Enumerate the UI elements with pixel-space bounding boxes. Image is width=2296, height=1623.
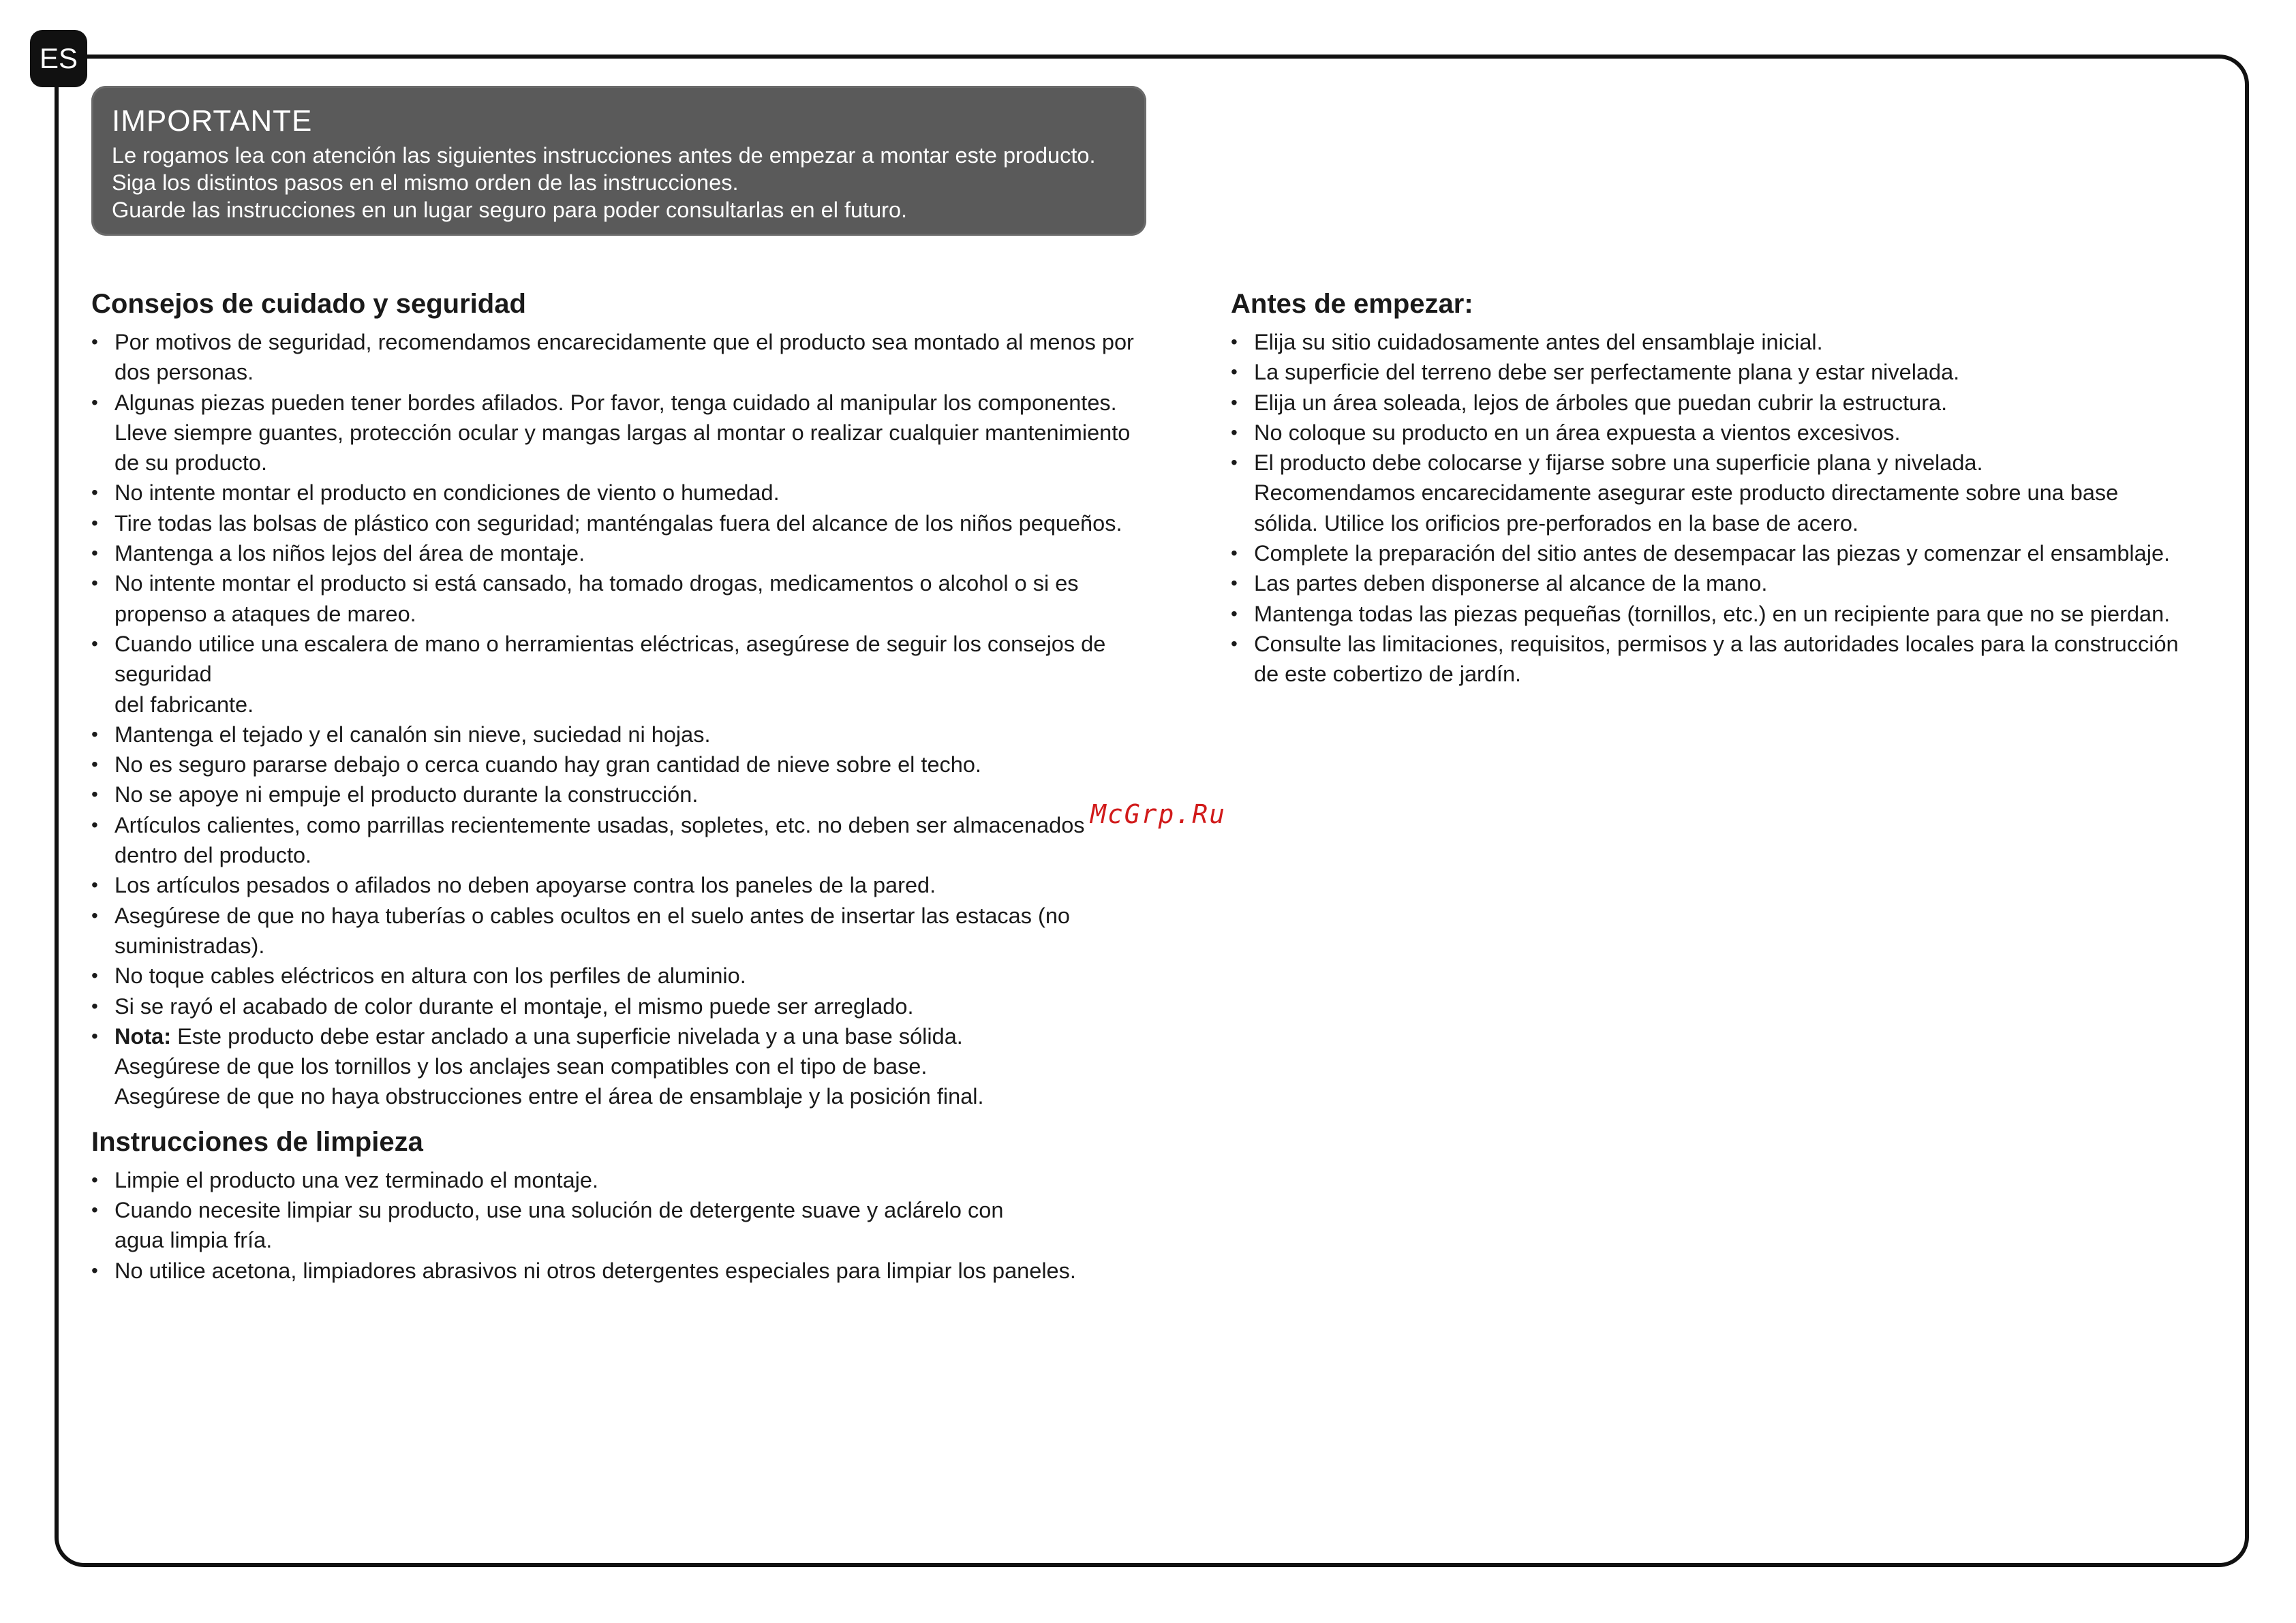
before-start-list (1231, 327, 2219, 690)
care-safety-title: Consejos de cuidado y seguridad (91, 289, 526, 319)
note-text: Este producto debe estar anclado a una superficie nivelada y a una base sólida. Asegúrese de que los tornillos y los anclajes sean compatibles con el tipo de base. Asegúrese de que no haya obstrucciones entre el área de ensamblaje y la posición final. (114, 1023, 984, 1109)
list-item: • Mantenga a los niños lejos del área de montaje. (91, 538, 1182, 568)
list-item: • Elija un área soleada, lejos de árboles que puedan cubrir la estructura. (1231, 388, 2219, 418)
important-notice (91, 86, 1146, 236)
care-safety-list (91, 327, 1182, 1112)
list-item: • No toque cables eléctricos en altura con los perfiles de aluminio. (91, 961, 1182, 991)
list-item: • Artículos calientes, como parrillas recientemente usadas, sopletes, etc. no deben ser almacenados dentro del producto. (91, 810, 1182, 871)
list-item: • Algunas piezas pueden tener bordes afilados. Por favor, tenga cuidado al manipular los componentes. Lleve siempre guantes, protección ocular y mangas largas al montar o realizar cualquier mantenimiento de su producto. (91, 388, 1182, 478)
list-item: • Si se rayó el acabado de color durante el montaje, el mismo puede ser arreglado. (91, 991, 1182, 1021)
note-item (91, 1021, 1182, 1112)
important-line: Siga los distintos pasos en el mismo orden de las instrucciones. (112, 170, 739, 195)
cleaning-title: Instrucciones de limpieza (91, 1126, 423, 1157)
list-item: • No utilice acetona, limpiadores abrasivos ni otros detergentes especiales para limpiar los paneles. (91, 1256, 1182, 1286)
watermark: McGrp.Ru (1090, 799, 1227, 829)
list-item: • Complete la preparación del sitio antes de desempacar las piezas y comenzar el ensamblaje. (1231, 538, 2219, 568)
important-line: Guarde las instrucciones en un lugar seguro para poder consultarlas en el futuro. (112, 198, 908, 222)
list-item: • No intente montar el producto en condiciones de viento o humedad. (91, 478, 1182, 508)
list-item: • La superficie del terreno debe ser perfectamente plana y estar nivelada. (1231, 357, 2219, 387)
important-line: Le rogamos lea con atención las siguientes instrucciones antes de empezar a montar este producto. (112, 143, 1096, 168)
note-label: Nota: (114, 1023, 172, 1049)
left-column (91, 286, 1182, 1286)
list-item: • No intente montar el producto si está cansado, ha tomado drogas, medicamentos o alcohol o si es propenso a ataques de mareo. (91, 568, 1182, 629)
list-item: • Mantenga el tejado y el canalón sin nieve, suciedad ni hojas. (91, 720, 1182, 749)
list-item: • Por motivos de seguridad, recomendamos encarecidamente que el producto sea montado al menos por dos personas. (91, 327, 1182, 388)
right-column (1231, 286, 2219, 690)
list-item: • No es seguro pararse debajo o cerca cuando hay gran cantidad de nieve sobre el techo. (91, 749, 1182, 779)
list-item: • Consulte las limitaciones, requisitos, permisos y a las autoridades locales para la construcción de este cobertizo de jardín. (1231, 629, 2219, 690)
list-item: • Tire todas las bolsas de plástico con seguridad; manténgalas fuera del alcance de los niños pequeños. (91, 508, 1182, 538)
list-item: • No se apoye ni empuje el producto durante la construcción. (91, 779, 1182, 809)
cleaning-list (91, 1165, 1182, 1286)
list-item: • Elija su sitio cuidadosamente antes del ensamblaje inicial. (1231, 327, 2219, 357)
list-item: • Las partes deben disponerse al alcance de la mano. (1231, 568, 2219, 598)
list-item: • El producto debe colocarse y fijarse sobre una superficie plana y nivelada. Recomendamos encarecidamente asegurar este producto directamente sobre una base sólida. Utilice los orificios pre-perforados en la base de acero. (1231, 448, 2219, 538)
list-item: • Limpie el producto una vez terminado el montaje. (91, 1165, 1182, 1195)
language-badge: ES (30, 30, 87, 87)
list-item: • Mantenga todas las piezas pequeñas (tornillos, etc.) en un recipiente para que no se pierdan. (1231, 599, 2219, 629)
list-item: • No coloque su producto en un área expuesta a vientos excesivos. (1231, 418, 2219, 448)
list-item: • Asegúrese de que no haya tuberías o cables ocultos en el suelo antes de insertar las estacas (no suministradas). (91, 901, 1182, 961)
list-item: • Cuando necesite limpiar su producto, use una solución de detergente suave y aclárelo con agua limpia fría. (91, 1195, 1182, 1256)
important-title: IMPORTANTE (112, 104, 313, 138)
list-item: • Los artículos pesados o afilados no deben apoyarse contra los paneles de la pared. (91, 870, 1182, 900)
list-item: • Cuando utilice una escalera de mano o herramientas eléctricas, asegúrese de seguir los consejos de seguridad del fabricante. (91, 629, 1182, 720)
before-start-title: Antes de empezar: (1231, 289, 1473, 319)
